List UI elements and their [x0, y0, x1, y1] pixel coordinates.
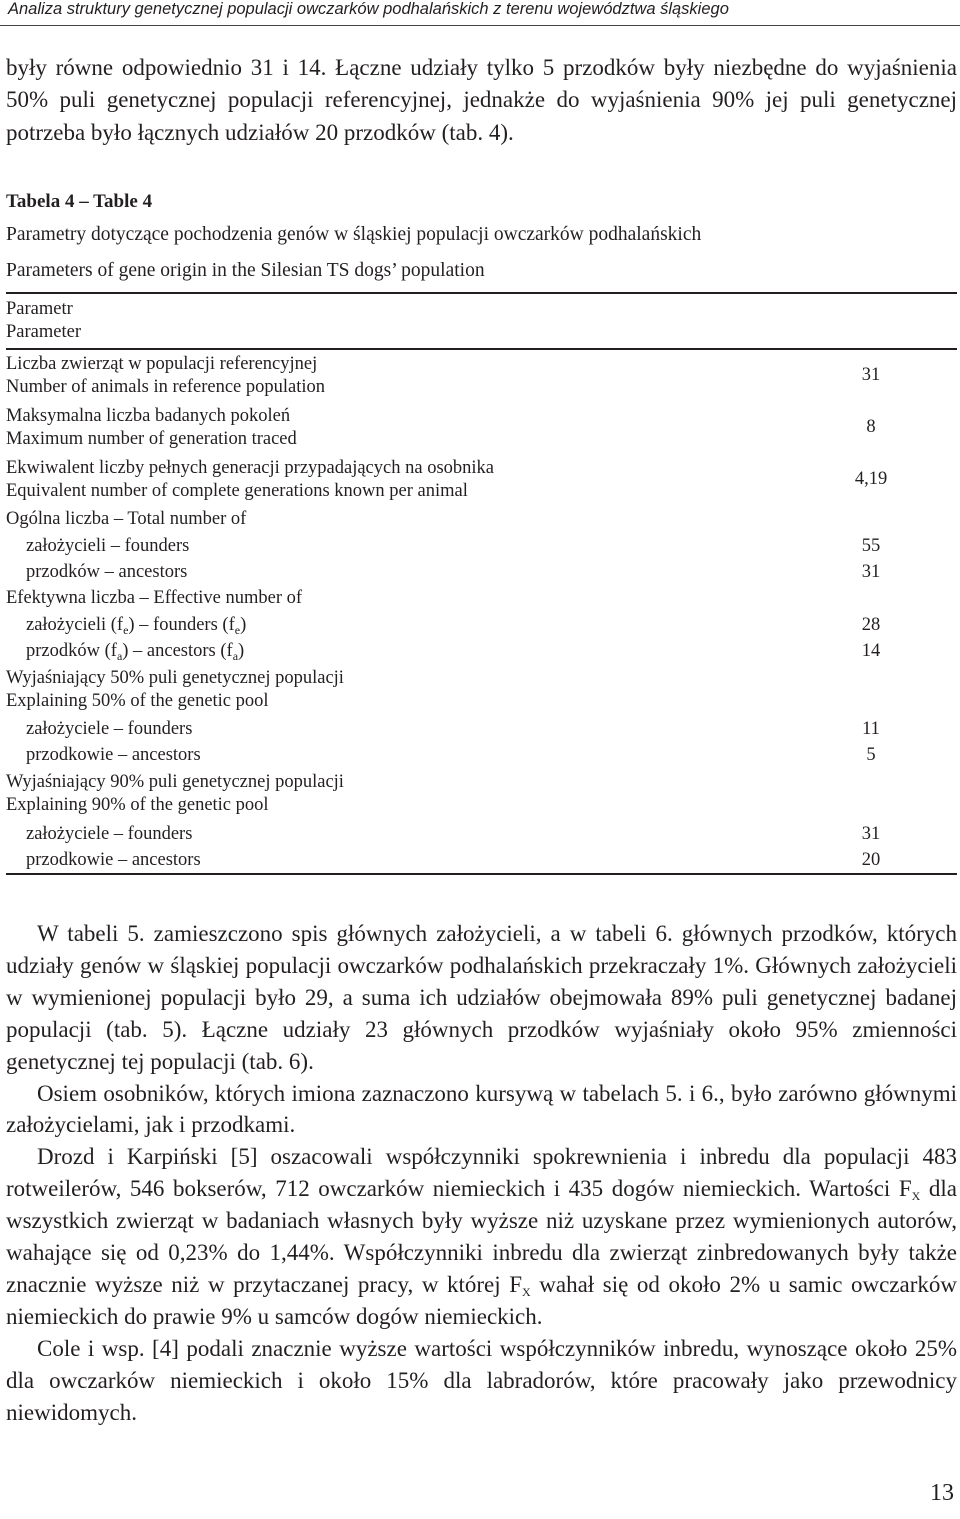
row-value: 55 [861, 536, 881, 556]
row-value: 28 [861, 615, 881, 635]
group-label: Efektywna liczba – Effective number of [6, 588, 303, 608]
group-label-pl: Wyjaśniający 90% puli genetycznej populacji [6, 772, 344, 792]
row-label-pl: Ekwiwalent liczby pełnych generacji przypadających na osobnika [6, 458, 494, 478]
row-label: założyciele – founders [26, 824, 193, 844]
running-header: Analiza struktury genetycznej populacji owczarków podhalańskich z terenu województwa śląskiego [8, 0, 729, 18]
table-title: Tabela 4 – Table 4 [6, 191, 153, 212]
header-rule [0, 25, 960, 26]
row-label-pl: Liczba zwierząt w populacji referencyjnej [6, 354, 318, 374]
row-value: 14 [861, 641, 881, 661]
row-label: założyciele – founders [26, 719, 193, 739]
row-label: przodków $(f_a)$ – ancestors $(f_a)$ [26, 641, 245, 663]
row-value: 20 [861, 850, 881, 870]
row-label-pl: Maksymalna liczba badanych pokoleń [6, 406, 291, 426]
table-caption-en: Parameters of gene origin in the Silesian TS dogs’ population [6, 260, 485, 281]
row-value: 31 [861, 365, 881, 385]
row-label-en: Maximum number of generation traced [6, 429, 297, 449]
row-value: 31 [861, 562, 881, 582]
paragraph: Cole i wsp. [4] podali znacznie wyższe wartości współczynników inbredu, wynoszące około 25% dla owczarków niemieckich i około 15% dla labradorów, które pracowały jako przewodnicy niewidomych. [6, 1335, 957, 1425]
row-value: 11 [862, 719, 880, 739]
row-value: 5 [866, 745, 876, 765]
row-label-en: Number of animals in reference population [6, 377, 326, 397]
group-label: Ogólna liczba – Total number of [6, 509, 247, 529]
body-text [6, 918, 957, 1429]
paragraph: Drozd i Karpiński [5] oszacowali współczynniki spokrewnienia i inbredu dla populacji 483 rotweilerów, 546 bokserów, 712 owczarków niemieckich i 435 dogów niemieckich. Wartości $F_X$ dla wszystkich zwierząt w badaniach własnych były wyższe niż uzyskane przez wymienionych autorów, wahające się od 0,23% do 1,44%. Współczynniki inbredu dla zwierząt zinbredowanych były także znacznie wyższe niż w przytaczanej pracy, w której $F_X$ wahał się od około 2% u samic owczarków niemieckich do prawie 9% u samców dogów niemieckich. [6, 1144, 957, 1329]
row-label-en: Equivalent number of complete generations known per animal [6, 481, 468, 501]
row-label: założycieli $(f_e)$ – founders $(f_e)$ [26, 615, 247, 637]
row-label: przodków – ancestors [26, 562, 188, 582]
row-label: założycieli – founders [26, 536, 190, 556]
group-label-en: Explaining 90% of the genetic pool [6, 795, 269, 815]
table-top-rule [6, 292, 957, 294]
group-label-en: Explaining 50% of the genetic pool [6, 691, 269, 711]
header-label-pl: Parametr [6, 299, 73, 319]
table-caption-pl: Parametry dotyczące pochodzenia genów w śląskiej populacji owczarków podhalańskich [6, 224, 702, 245]
header-label-en: Parameter [6, 322, 81, 342]
row-label: przodkowie – ancestors [26, 745, 201, 765]
paragraph: Osiem osobników, których imiona zaznaczono kursywą w tabelach 5. i 6., było zarówno głównymi założycielami, jak i przodkami. [6, 1080, 957, 1138]
row-label: przodkowie – ancestors [26, 850, 201, 870]
row-value: 31 [861, 824, 881, 844]
table-header-rule [6, 348, 957, 350]
page-number: 13 [930, 1480, 954, 1506]
row-value: 4,19 [854, 469, 888, 489]
paragraph: W tabeli 5. zamieszczono spis głównych założycieli, a w tabeli 6. głównych przodków, których udziały genów w śląskiej populacji owczarków podhalańskich przekraczały 1%. Głównych założycieli w wymienionej populacji było 29, a suma ich udziałów obejmowała 89% puli genetycznej badanej populacji (tab. 5). Łączne udziały 23 głównych przodków wyjaśniały około 95% zmienności genetycznej tej populacji (tab. 6). [6, 921, 957, 1074]
intro-paragraph: były równe odpowiednio 31 i 14. Łączne udziały tylko 5 przodków były niezbędne do wyjaśnienia 50% puli genetycznej populacji referencyjnej, jednakże do wyjaśnienia 90% jej puli genetycznej potrzeba było łącznych udziałów 20 przodków (tab. 4). [6, 55, 957, 145]
group-label-pl: Wyjaśniający 50% puli genetycznej populacji [6, 668, 344, 688]
row-value: 8 [866, 417, 876, 437]
table-bottom-rule [6, 873, 957, 875]
